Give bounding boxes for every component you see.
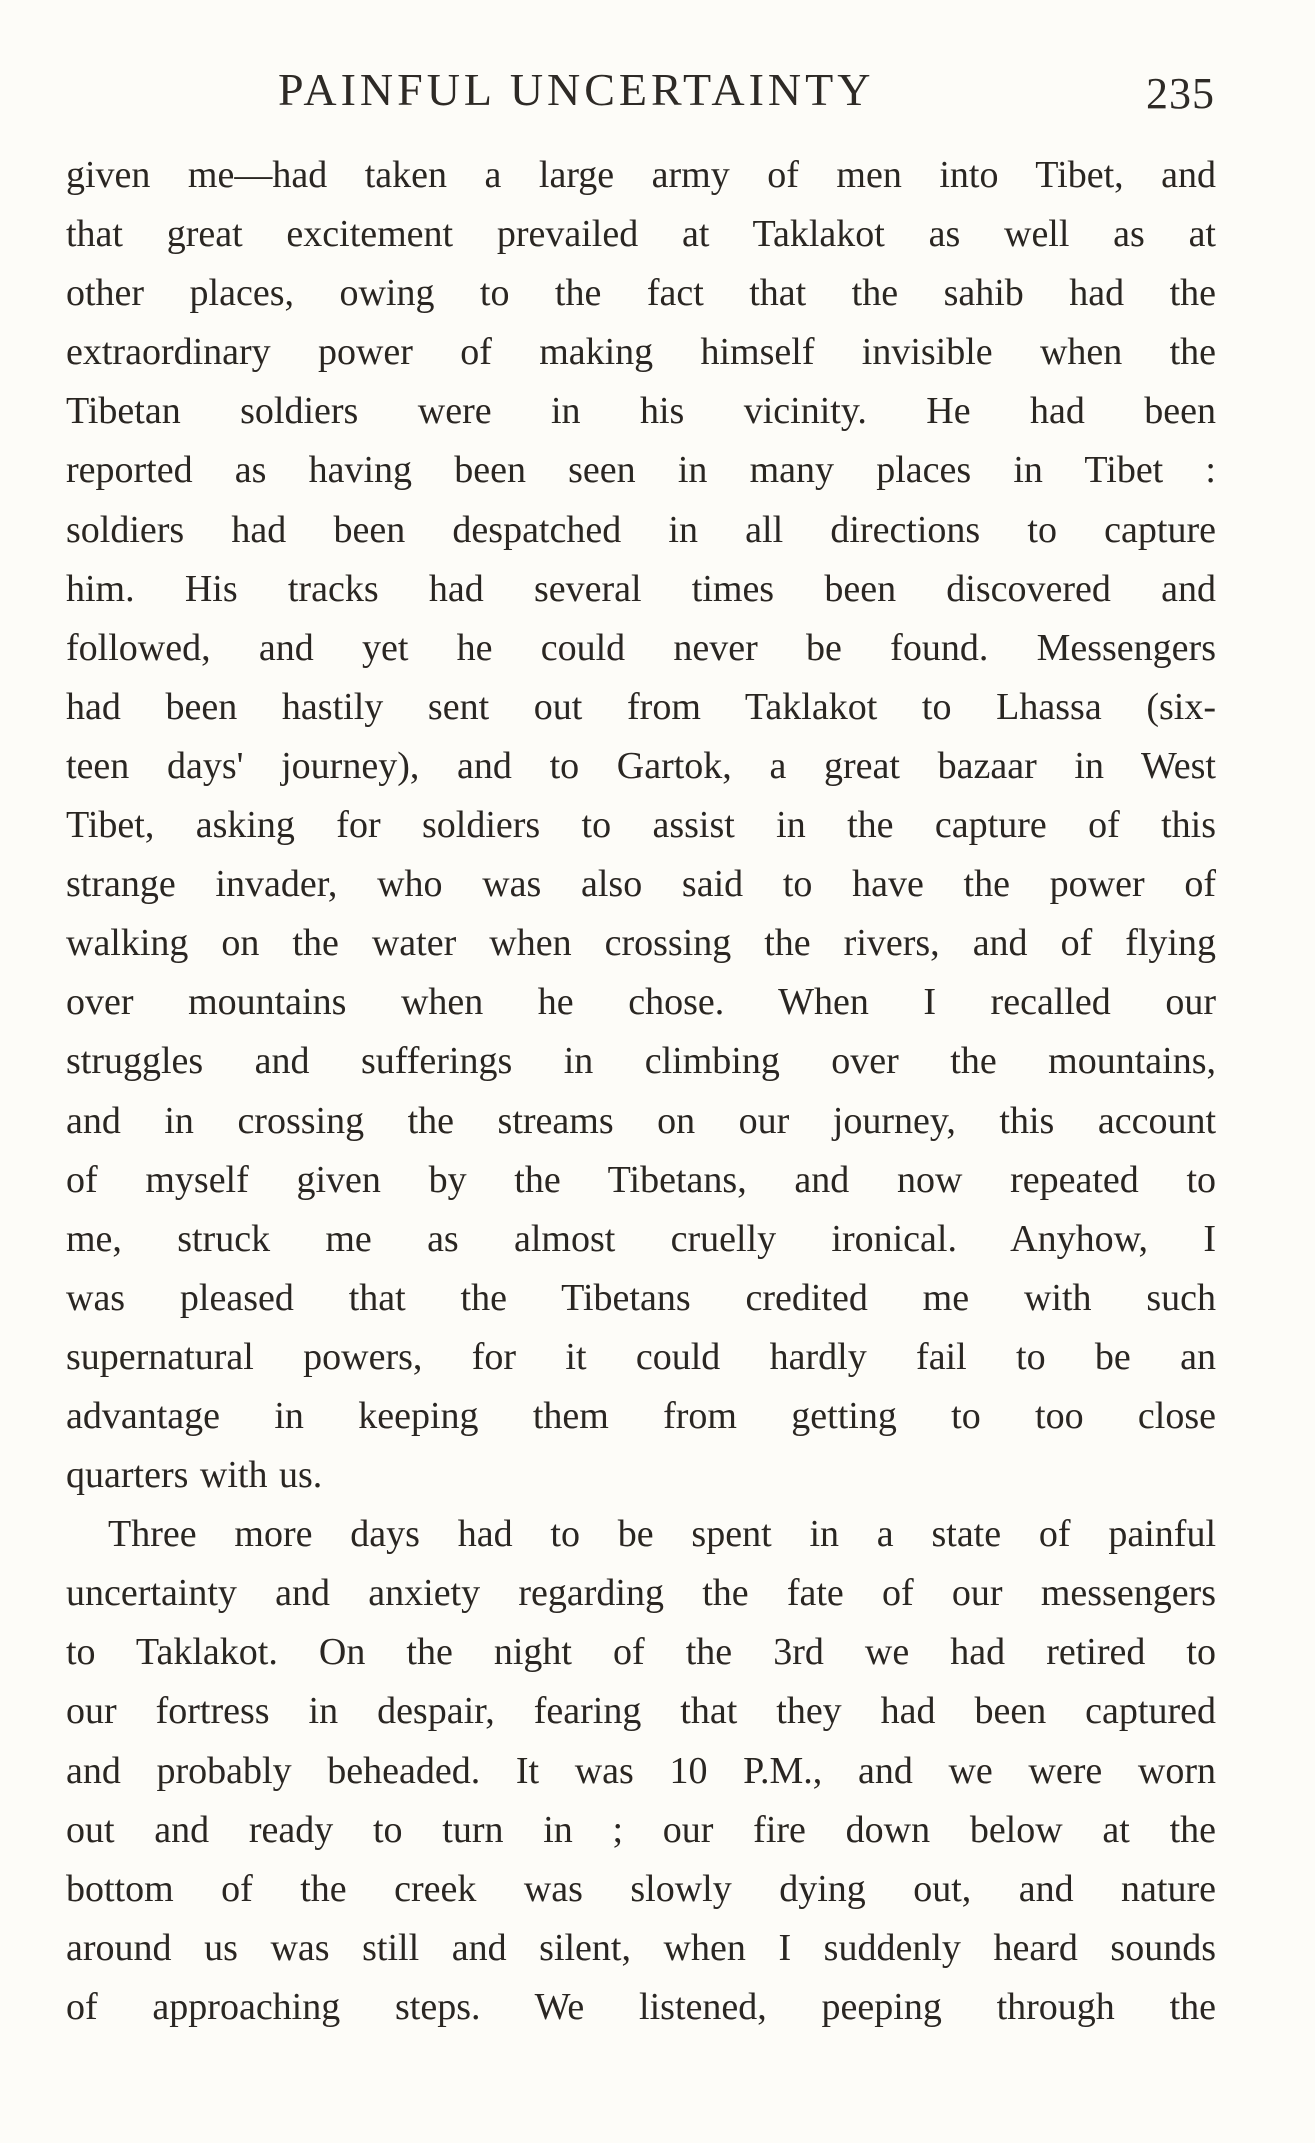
- text-line: given me—had taken a large army of men into Tibet, and: [66, 154, 1216, 196]
- paragraph-1: [66, 146, 1216, 1505]
- text-line: of approaching steps. We listened, peeping through the: [66, 1985, 1216, 2028]
- paragraph-2: [66, 1505, 1216, 2037]
- text-line: quarters with us.: [66, 1454, 323, 1497]
- running-head: [60, 60, 1215, 120]
- body-text: [66, 146, 1216, 2037]
- text-line: and in crossing the streams on our journey, this account: [66, 1099, 1216, 1142]
- text-line: strange invader, who was also said to have the power of: [66, 863, 1216, 906]
- text-line: Tibetan soldiers were in his vicinity. He had been: [66, 390, 1216, 433]
- text-line: had been hastily sent out from Taklakot to Lhassa (six-: [66, 685, 1216, 728]
- text-line: and probably beheaded. It was 10 P.M., and we were worn: [66, 1749, 1216, 1792]
- text-line: supernatural powers, for it could hardly fail to be an: [66, 1335, 1216, 1378]
- text-line: around us was still and silent, when I suddenly heard sounds: [66, 1926, 1216, 1969]
- text-line: soldiers had been despatched in all directions to capture: [66, 508, 1216, 551]
- text-line: other places, owing to the fact that the sahib had the: [66, 272, 1216, 315]
- text-line: uncertainty and anxiety regarding the fate of our messengers: [66, 1572, 1216, 1615]
- text-line: him. His tracks had several times been discovered and: [66, 567, 1216, 610]
- text-line: reported as having been seen in many places in Tibet :: [66, 449, 1216, 492]
- running-title: PAINFUL UNCERTAINTY: [278, 64, 875, 115]
- text-line: extraordinary power of making himself invisible when the: [66, 331, 1216, 374]
- text-line: out and ready to turn in ; our fire down below at the: [66, 1808, 1216, 1851]
- page-number: 235: [1146, 69, 1215, 118]
- text-line: advantage in keeping them from getting to too close: [66, 1394, 1216, 1437]
- text-line: to Taklakot. On the night of the 3rd we had retired to: [66, 1631, 1216, 1674]
- text-line: Three more days had to be spent in a state of painful: [108, 1513, 1216, 1556]
- text-line: was pleased that the Tibetans credited me with such: [66, 1276, 1216, 1319]
- text-line: teen days' journey), and to Gartok, a great bazaar in West: [66, 744, 1216, 787]
- text-line: followed, and yet he could never be found. Messengers: [66, 626, 1216, 669]
- text-line: me, struck me as almost cruelly ironical. Anyhow, I: [66, 1217, 1216, 1260]
- text-line: struggles and sufferings in climbing over the mountains,: [66, 1040, 1216, 1083]
- text-line: over mountains when he chose. When I recalled our: [66, 981, 1216, 1024]
- text-line: of myself given by the Tibetans, and now repeated to: [66, 1158, 1216, 1201]
- text-line: bottom of the creek was slowly dying out, and nature: [66, 1867, 1216, 1910]
- text-line: walking on the water when crossing the rivers, and of flying: [66, 922, 1216, 965]
- text-line: our fortress in despair, fearing that they had been captured: [66, 1690, 1216, 1733]
- text-line: that great excitement prevailed at Taklakot as well as at: [66, 213, 1216, 256]
- text-line: Tibet, asking for soldiers to assist in the capture of this: [66, 804, 1216, 847]
